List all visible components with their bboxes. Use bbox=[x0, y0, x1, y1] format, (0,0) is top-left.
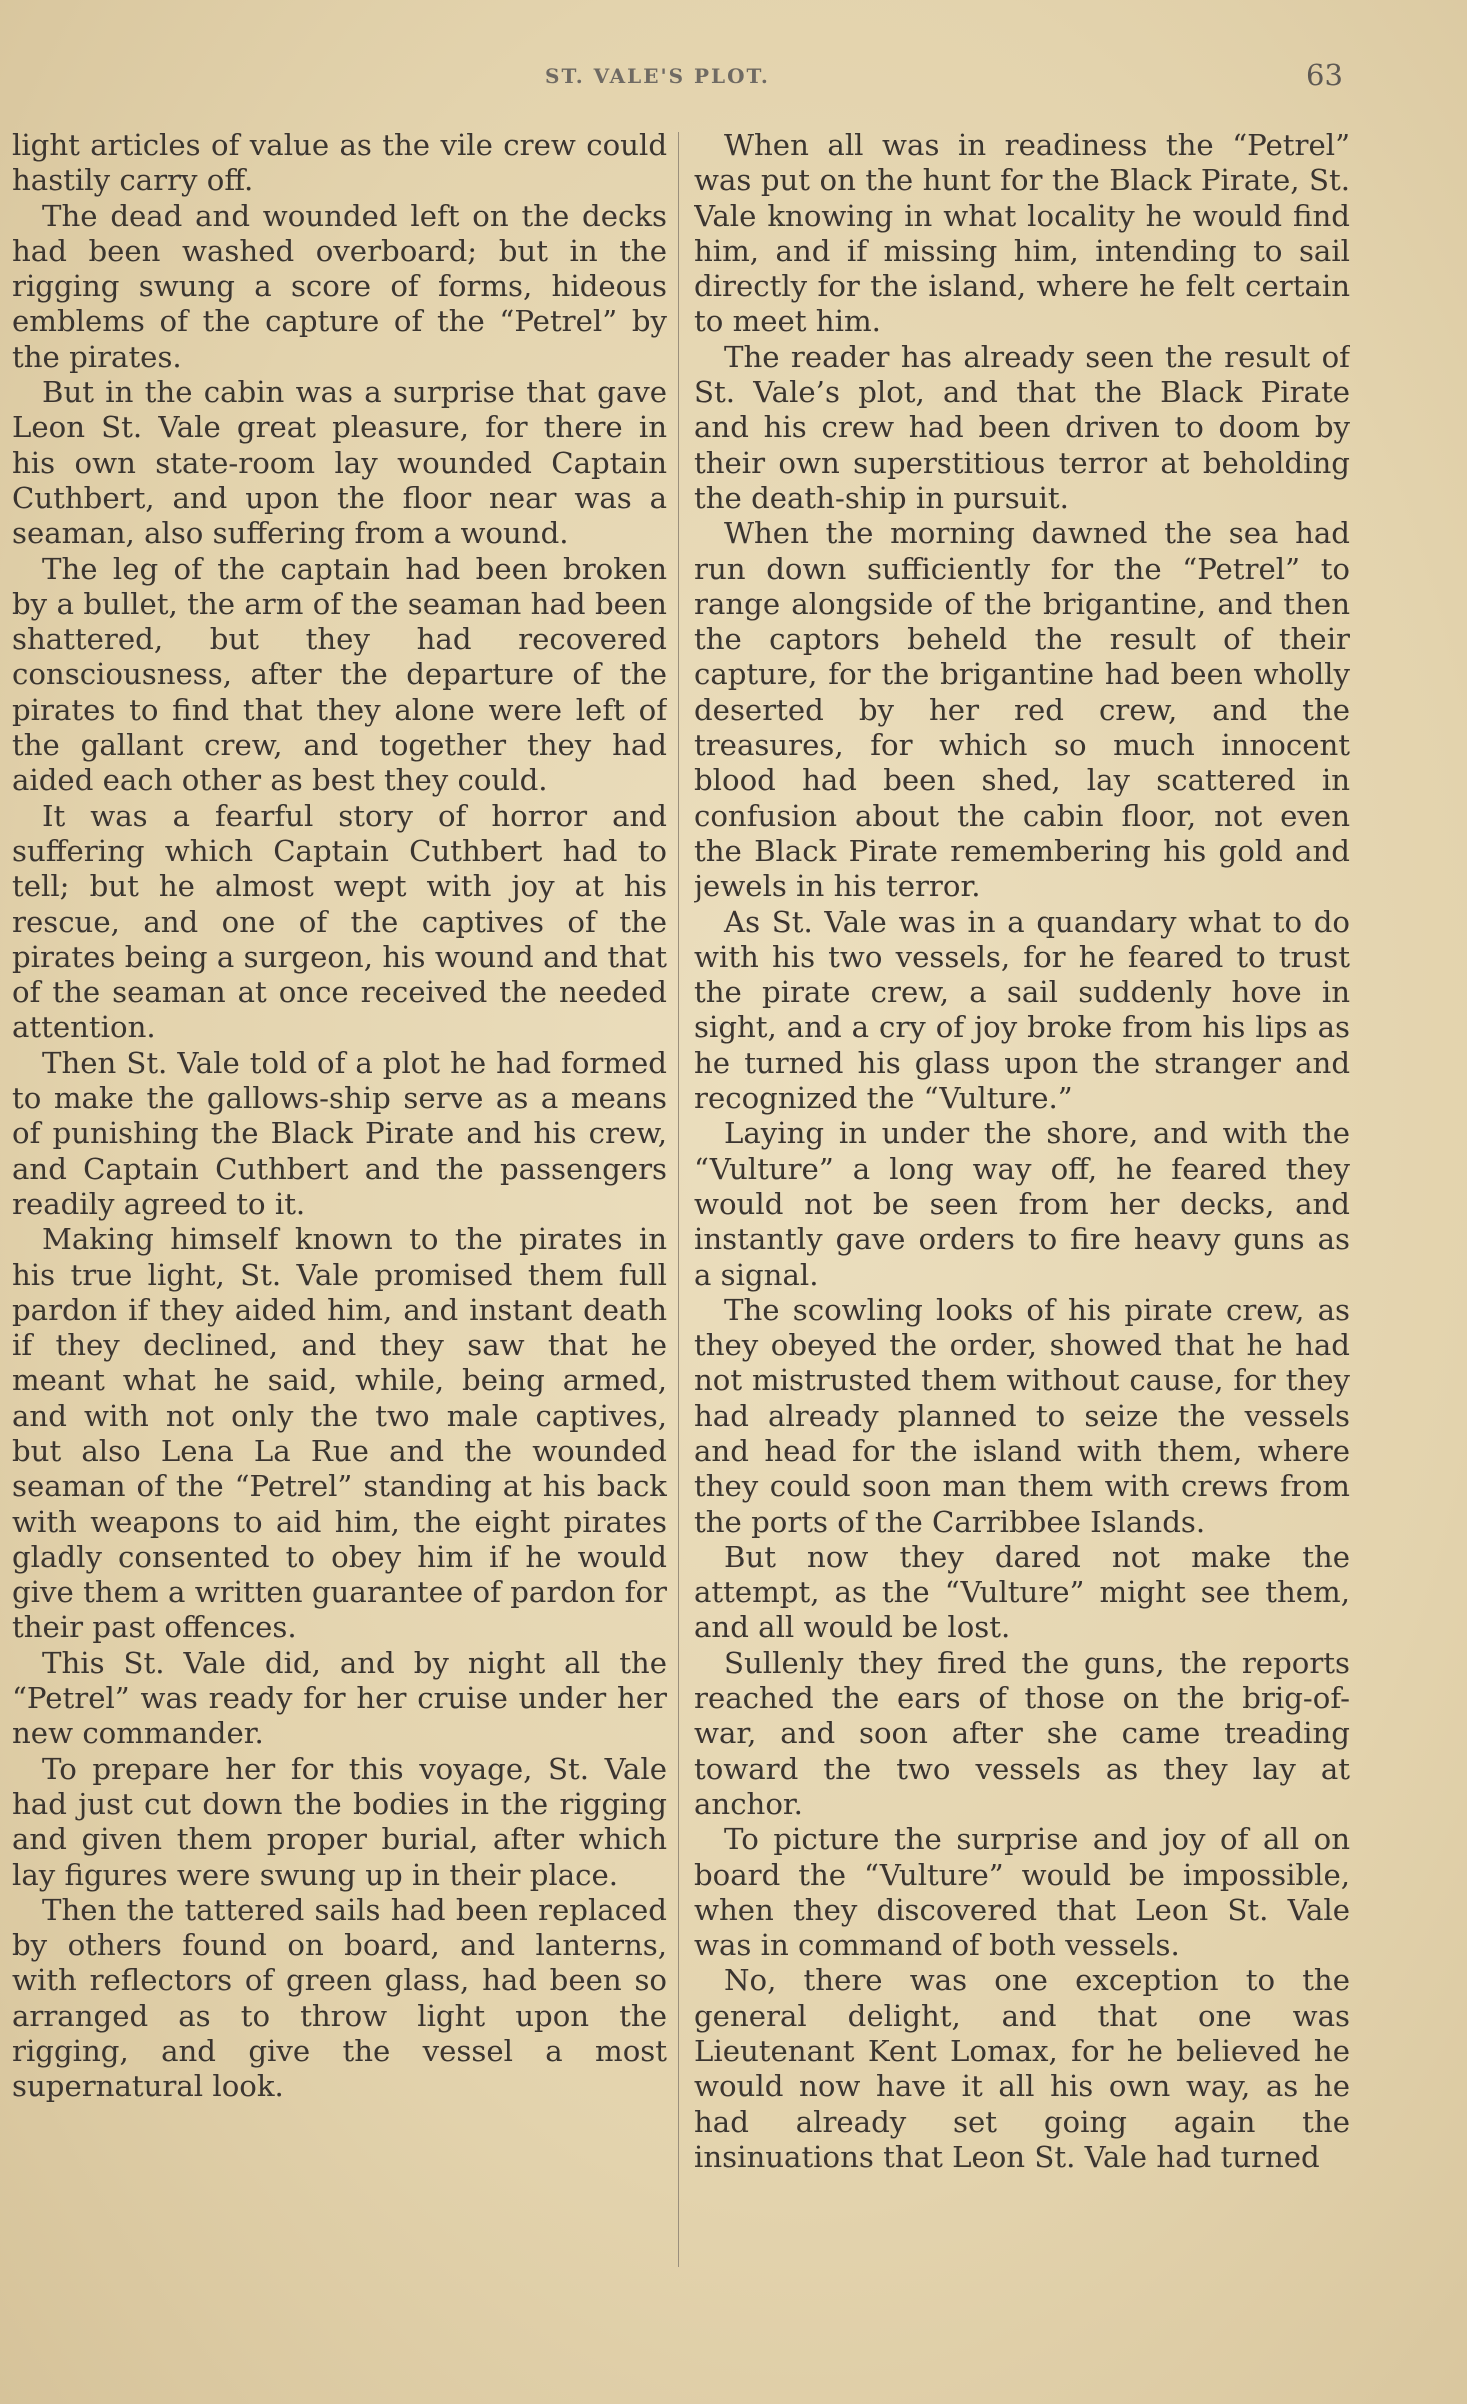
paragraph: To prepare her for this voyage, St. Vale had just cut down the bodies in the rigging and given them proper burial, after which lay figures were swung up in their place. bbox=[12, 1751, 667, 1892]
paragraph: As St. Vale was in a quandary what to do with his two vessels, for he feared to trust the pirate crew, a sail suddenly hove in sight, and a cry of joy broke from his lips as he turned his glass upon the stranger and recognized the “Vulture.” bbox=[694, 904, 1350, 1116]
paragraph: It was a fearful story of horror and suffering which Captain Cuthbert had to tell; but he almost wept with joy at his rescue, and one of the captives of the pirates being a surgeon, his wound and that of the seaman at once received the needed attention. bbox=[12, 798, 667, 1045]
paragraph: Sullenly they fired the guns, the reports reached the ears of those on the brig-of-war, and soon after she came treading toward the two vessels as they lay at anchor. bbox=[694, 1645, 1350, 1821]
right-column bbox=[694, 128, 1350, 2268]
paragraph: The scowling looks of his pirate crew, as they obeyed the order, showed that he had not mistrusted them without cause, for they had already planned to seize the vessels and head for the island with them, where they could soon man them with crews from the ports of the Carribbee Islands. bbox=[694, 1292, 1350, 1539]
left-column bbox=[12, 128, 667, 2268]
page-header bbox=[0, 58, 1467, 98]
paragraph: Making himself known to the pirates in his true light, St. Vale promised them full pardon if they aided him, and instant death if they declined, and they saw that he meant what he said, while, being armed, and with not only the two male captives, but also Lena La Rue and the wounded seaman of the “Petrel” standing at his back with weapons to aid him, the eight pirates gladly consented to obey him if he would give them a written guarantee of pardon for their past offences. bbox=[12, 1222, 667, 1645]
column-divider bbox=[678, 132, 679, 2267]
paragraph: No, there was one exception to the general delight, and that one was Lieutenant Kent Lomax, for he believed he would now have it all his own way, as he had already set going again the insinuations that Leon St. Vale had turned bbox=[694, 1963, 1350, 2174]
running-title: ST. VALE'S PLOT. bbox=[545, 64, 770, 88]
paragraph: When the morning dawned the sea had run down sufficiently for the “Petrel” to range alongside of the brigantine, and then the captors beheld the result of their capture, for the brigantine had been wholly deserted by her red crew, and the treasures, for which so much innocent blood had been shed, lay scattered in confusion about the cabin floor, not even the Black Pirate remembering his gold and jewels in his terror. bbox=[694, 516, 1350, 904]
paragraph: To picture the surprise and joy of all on board the “Vulture” would be impossible, when they discovered that Leon St. Vale was in command of both vessels. bbox=[694, 1822, 1350, 1963]
paragraph: The dead and wounded left on the decks had been washed overboard; but in the rigging swung a score of forms, hideous emblems of the capture of the “Petrel” by the pirates. bbox=[12, 198, 667, 374]
paragraph: When all was in readiness the “Petrel” was put on the hunt for the Black Pirate, St. Vale knowing in what locality he would find him, and if missing him, intending to sail directly for the island, where he felt certain to meet him. bbox=[694, 128, 1350, 339]
paragraph: But now they dared not make the attempt, as the “Vulture” might see them, and all would be lost. bbox=[694, 1539, 1350, 1645]
paragraph: Then the tattered sails had been replaced by others found on board, and lanterns, with reflectors of green glass, had been so arranged as to throw light upon the rigging, and give the vessel a most supernatural look. bbox=[12, 1892, 667, 2104]
paragraph: The leg of the captain had been broken by a bullet, the arm of the seaman had been shattered, but they had recovered consciousness, after the departure of the pirates to find that they alone were left of the gallant crew, and together they had aided each other as best they could. bbox=[12, 551, 667, 798]
paragraph: Laying in under the shore, and with the “Vulture” a long way off, he feared they would not be seen from her decks, and instantly gave orders to fire heavy guns as a signal. bbox=[694, 1116, 1350, 1292]
paragraph: This St. Vale did, and by night all the “Petrel” was ready for her cruise under her new commander. bbox=[12, 1645, 667, 1751]
paragraph: The reader has already seen the result of St. Vale’s plot, and that the Black Pirate and his crew had been driven to doom by their own superstitious terror at beholding the death-ship in pursuit. bbox=[694, 339, 1350, 515]
paragraph: Then St. Vale told of a plot he had formed to make the gallows-ship serve as a means of punishing the Black Pirate and his crew, and Captain Cuthbert and the passengers readily agreed to it. bbox=[12, 1045, 667, 1221]
paragraph: But in the cabin was a surprise that gave Leon St. Vale great pleasure, for there in his own state-room lay wounded Captain Cuthbert, and upon the floor near was a seaman, also suffering from a wound. bbox=[12, 375, 667, 551]
page-number: 63 bbox=[1306, 58, 1343, 92]
paragraph: light articles of value as the vile crew could hastily carry off. bbox=[12, 128, 667, 198]
